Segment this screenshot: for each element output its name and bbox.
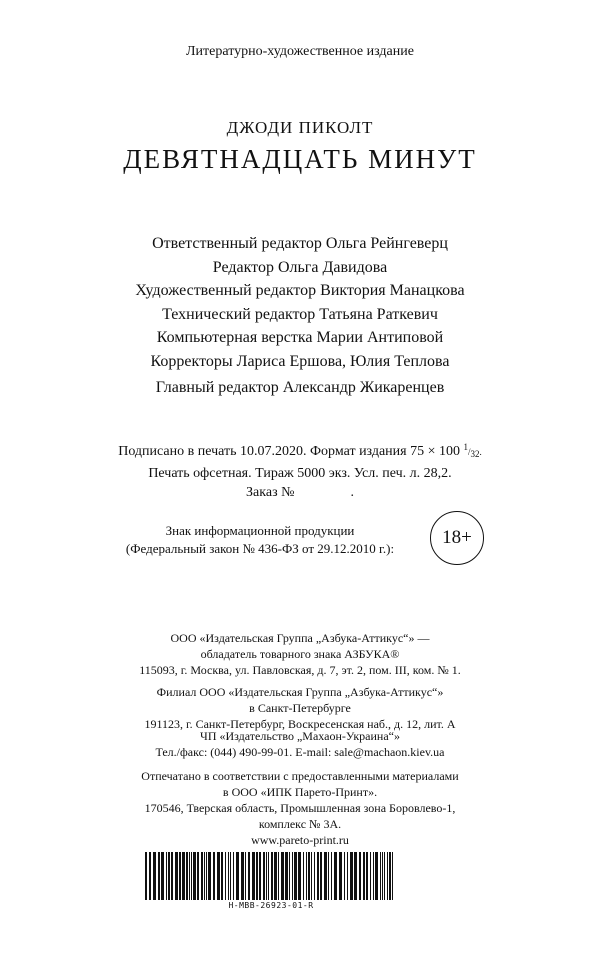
credits-block <box>0 232 600 373</box>
print-info-line1: Подписано в печать 10.07.2020. Формат издания 75 × 100 1/32. <box>118 442 482 459</box>
barcode-bar <box>149 852 151 900</box>
barcode-bar <box>359 852 361 900</box>
barcode-bar <box>354 852 357 900</box>
barcode-bar <box>241 852 244 900</box>
edition-type: Литературно-художественное издание <box>186 44 414 59</box>
publisher-block: ООО «Издательская Группа „Азбука-Аттикус“» — обладатель товарного знака АЗБУКА® 115093, г. Москва, ул. Павловская, д. 7, эт. 2, пом. III, ком. № 1. <box>139 631 461 677</box>
barcode-bar <box>233 852 234 900</box>
barcode-bar <box>339 852 342 900</box>
barcode-bar <box>171 852 173 900</box>
barcode-bar <box>193 852 196 900</box>
credit-line: Художественный редактор Виктория Манацкова <box>135 282 465 299</box>
barcode-bar <box>263 852 265 900</box>
barcode-bar <box>166 852 167 900</box>
barcode-bar <box>334 852 337 900</box>
barcode-bar <box>189 852 190 900</box>
barcode-bar <box>256 852 258 900</box>
age-rating-badge: 18+ <box>430 511 484 565</box>
barcode-bar <box>314 852 315 900</box>
barcode-bar <box>303 852 304 900</box>
ukraine-distributor-block: ЧП «Издательство „Махаон-Украина“» Тел./факс: (044) 490-99-01. E-mail: sale@machaon.kiev.ua <box>155 729 445 759</box>
barcode-bar <box>252 852 255 900</box>
credit-line: Редактор Ольга Давидова <box>212 258 388 276</box>
barcode-bar <box>175 852 178 900</box>
barcode-bar <box>375 852 378 900</box>
print-info-line3: Заказ № . <box>246 485 354 500</box>
barcode-bar <box>182 852 185 900</box>
barcode-bar <box>363 852 365 900</box>
barcode-text: H-MBB-26923-01-R <box>228 901 314 910</box>
barcode-bar <box>236 852 239 900</box>
barcode-bar <box>266 852 267 900</box>
chief-editor: Главный редактор Александр Жикаренцев <box>155 379 445 396</box>
barcode-bar <box>294 852 297 900</box>
barcode-bar <box>387 852 388 900</box>
barcode-bar <box>213 852 215 900</box>
barcode-bar <box>168 852 170 900</box>
barcode-bar <box>370 852 371 900</box>
barcode-bar <box>366 852 368 900</box>
barcode-bar <box>225 852 226 900</box>
barcode-bar <box>289 852 290 900</box>
credit-line: Ответственный редактор Ольга Рейнгеверц <box>152 235 448 252</box>
credit-line: Компьютерная верстка Марии Антиповой <box>156 329 444 346</box>
barcode-bar <box>331 852 332 900</box>
barcode-bar <box>206 852 207 900</box>
credit-line: Корректоры Лариса Ершова, Юлия Теплова <box>150 352 450 370</box>
barcode-bar <box>153 852 156 900</box>
barcode-bar <box>317 852 319 900</box>
barcode-bar <box>344 852 345 900</box>
barcode-bar <box>298 852 301 900</box>
credit-line: Технический редактор Татьяна Раткевич <box>162 305 438 323</box>
book-title: ДЕВЯТНАДЦАТЬ МИНУТ <box>123 144 477 174</box>
info-product-notice: Знак информационной продукции (Федеральный закон № 436-ФЗ от 29.12.2010 г.): <box>125 523 395 556</box>
barcode-bar <box>308 852 310 900</box>
barcode-bar <box>179 852 181 900</box>
barcode-bar <box>292 852 293 900</box>
barcode-bar <box>158 852 160 900</box>
barcode-bar <box>228 852 229 900</box>
barcode-bar <box>320 852 322 900</box>
barcode-bar <box>373 852 374 900</box>
barcode-bar <box>278 852 279 900</box>
barcode-bar <box>145 852 147 900</box>
barcode-bar <box>248 852 250 900</box>
barcode-bar <box>204 852 205 900</box>
barcode-bar <box>230 852 231 900</box>
barcode-bar <box>197 852 199 900</box>
barcode-bar <box>380 852 381 900</box>
barcode-bar <box>389 852 391 900</box>
barcode-bar <box>221 852 223 900</box>
barcode-bar <box>259 852 261 900</box>
barcode-bar <box>347 852 348 900</box>
print-info <box>90 438 510 502</box>
barcode-bar <box>208 852 211 900</box>
barcode-bar <box>306 852 307 900</box>
barcode-bar <box>271 852 273 900</box>
barcode-bar <box>392 852 393 900</box>
barcode-bar <box>384 852 385 900</box>
author-name: ДЖОДИ ПИКОЛТ <box>226 118 374 137</box>
barcode-bar <box>274 852 277 900</box>
barcode-bar <box>382 852 383 900</box>
print-info-line2: Печать офсетная. Тираж 5000 экз. Усл. печ. л. 28,2. <box>148 466 452 481</box>
barcode-bar <box>191 852 192 900</box>
barcode-bar <box>311 852 312 900</box>
barcode-bar <box>324 852 327 900</box>
barcode <box>145 852 397 900</box>
publisher-branch-block: Филиал ООО «Издательская Группа „Азбука-Аттикус“» в Санкт-Петербурге 191123, г. Санкт-Петербург, Воскресенская наб., д. 12, лит. А <box>144 685 456 731</box>
barcode-bar <box>350 852 353 900</box>
barcode-bar <box>285 852 288 900</box>
barcode-bar <box>161 852 164 900</box>
barcode-bar <box>281 852 284 900</box>
barcode-bar <box>328 852 329 900</box>
barcode-bar <box>201 852 203 900</box>
printer-block: Отпечатано в соответствии с предоставленными материалами в ООО «ИПК Парето-Принт». 170546, Тверская область, Промышленная зона Боровлево-1, комплекс № 3А. www.pareto-print.ru <box>141 769 459 847</box>
barcode-bar <box>186 852 188 900</box>
barcode-bar <box>268 852 269 900</box>
barcode-bar <box>217 852 220 900</box>
barcode-bar <box>245 852 246 900</box>
